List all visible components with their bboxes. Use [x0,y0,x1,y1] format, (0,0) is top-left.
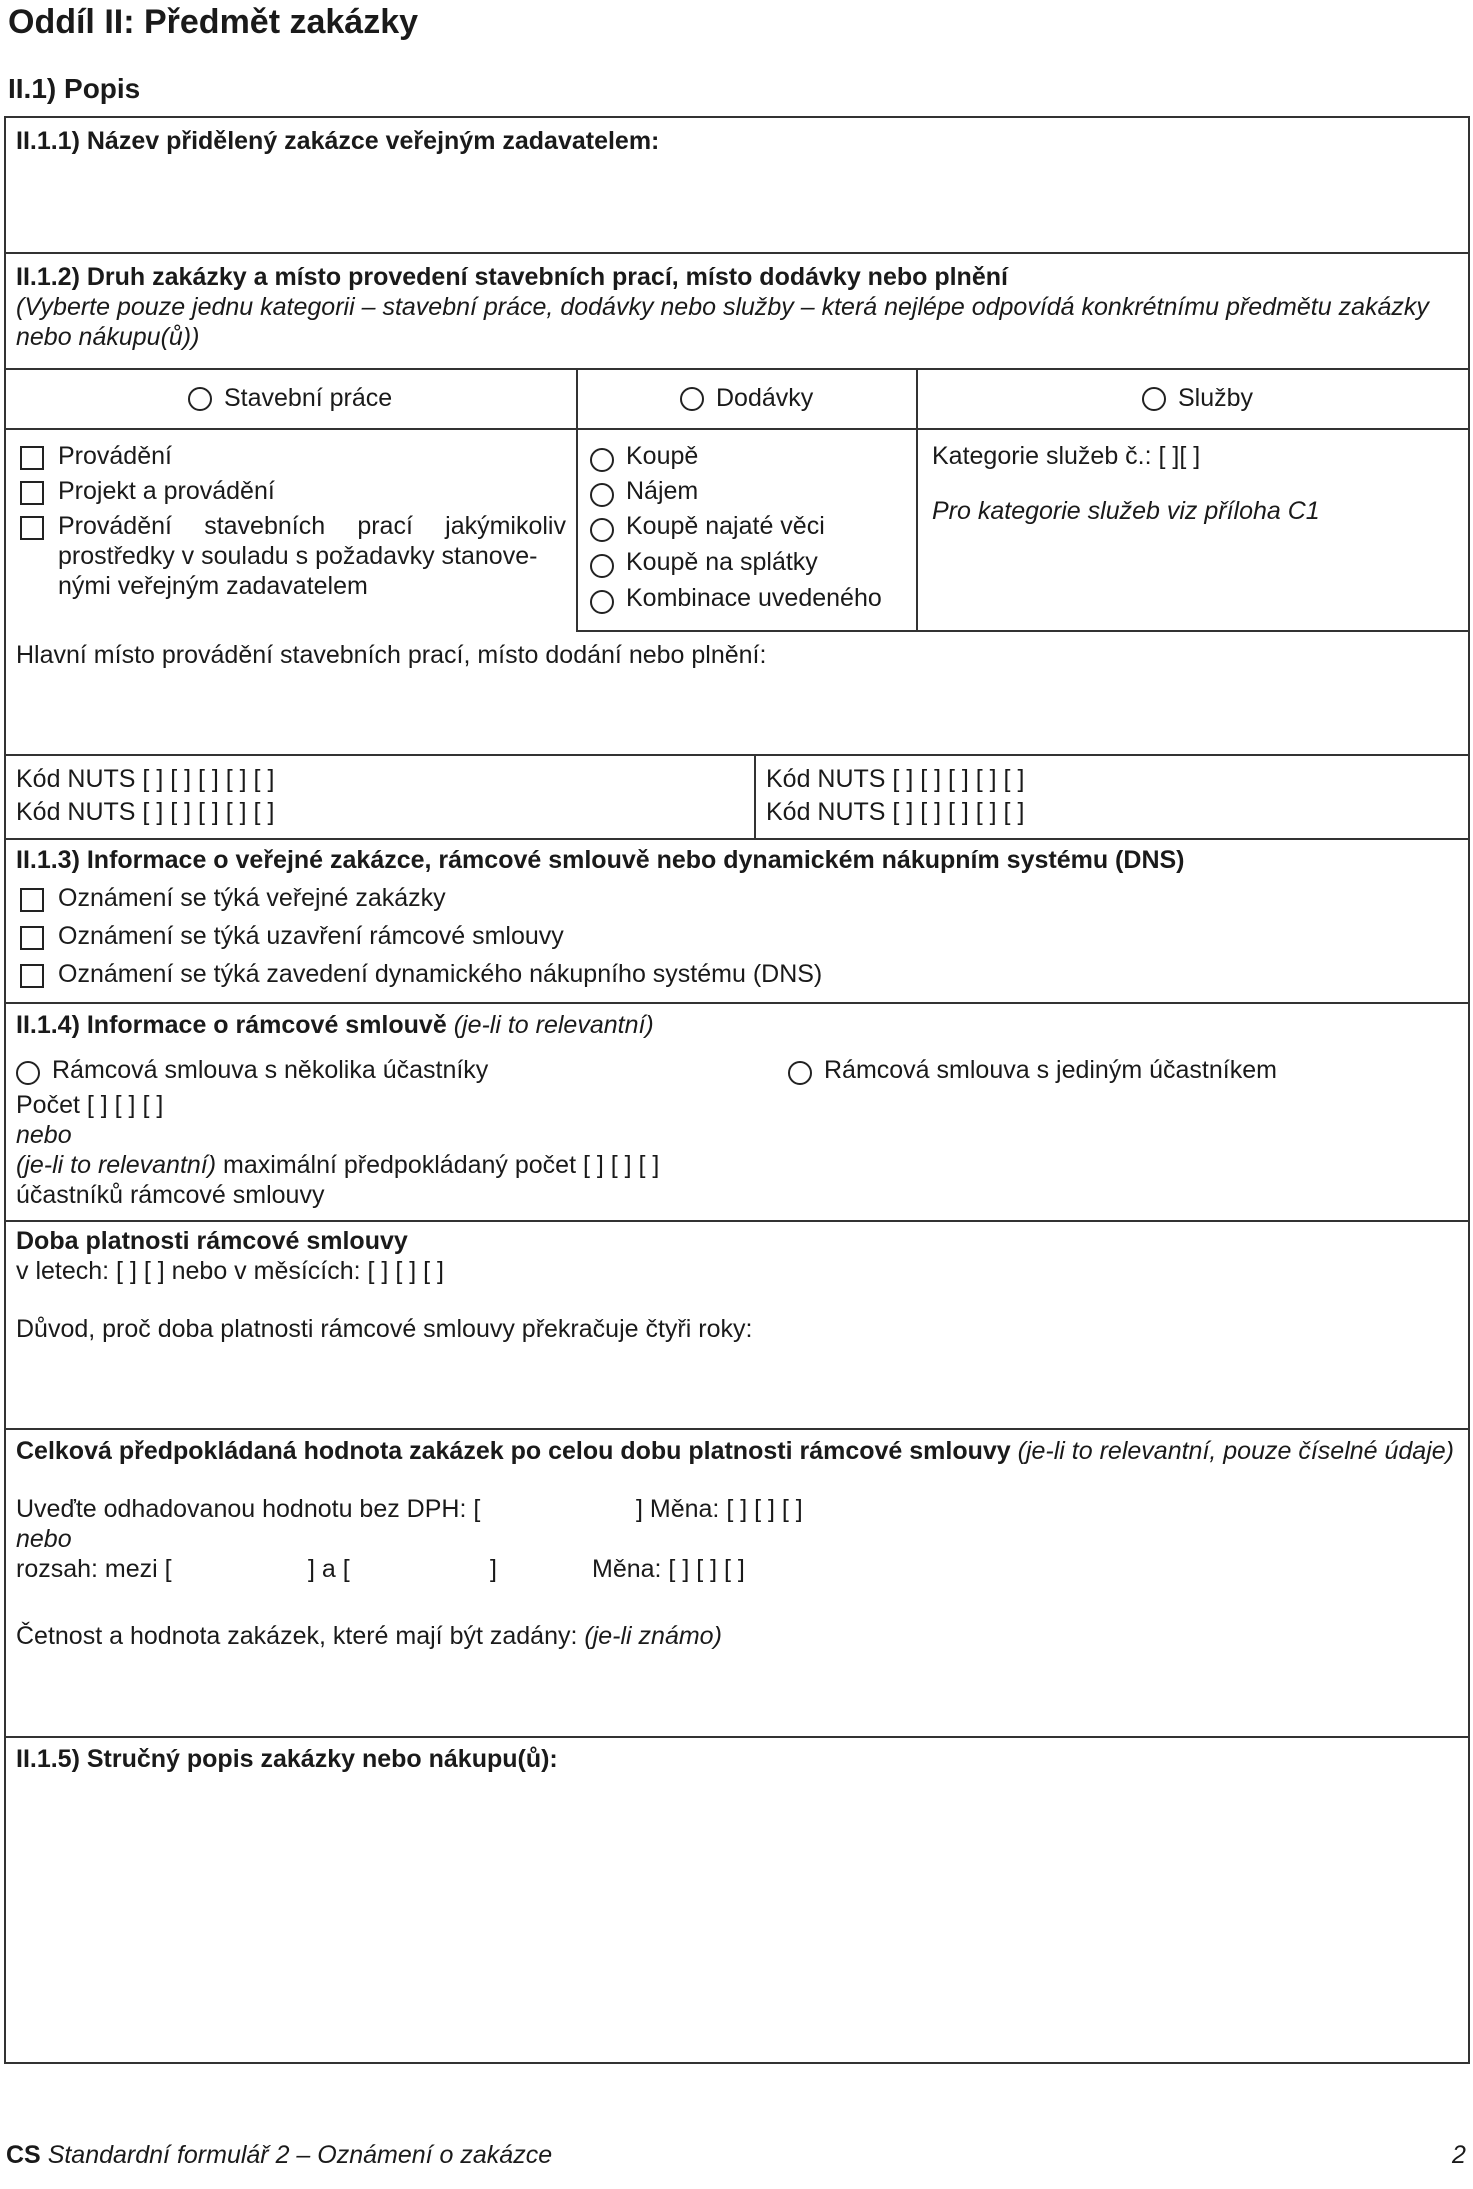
nuts-code-field[interactable]: Kód NUTS [ ] [ ] [ ] [ ] [ ] [766,765,1025,793]
services-radio[interactable] [1142,387,1166,411]
works-design-execution-label: Projekt a provádění [58,477,275,505]
notice-dps-label: Oznámení se týká zavedení dynamického nákupního systému (DNS) [58,960,823,988]
participants-count-field[interactable]: Počet [ ] [ ] [ ] [16,1091,164,1119]
services-label: Služby [1178,384,1254,412]
divider [4,838,1470,840]
divider [754,754,756,838]
frequency-row [16,1621,722,1651]
range-currency-field[interactable]: Měna: [ ] [ ] [ ] [592,1555,745,1583]
divider [576,368,578,630]
section-title: Oddíl II: Předmět zakázky [8,3,419,41]
place-answer-area[interactable] [6,672,1468,752]
divider [4,252,1470,254]
footer-page-number: 2 [1452,2141,1466,2169]
divider [4,428,1470,430]
II11-answer-area[interactable] [6,158,1468,250]
II15-title: II.1.5) Stručný popis zakázky nebo nákupu(ů): [16,1745,558,1773]
supplies-combination-label: Kombinace uvedeného [626,584,882,612]
II14-title-note: (je-li to relevantní) [453,1011,654,1039]
divider [4,754,1470,756]
works-radio[interactable] [188,387,212,411]
II14-title: II.1.4) Informace o rámcové smlouvě [16,1011,447,1039]
divider [576,630,1470,632]
duration-field[interactable]: v letech: [ ] [ ] nebo v měsících: [ ] [ ] [ ] [16,1257,444,1285]
participants-label: účastníků rámcové smlouvy [16,1181,325,1209]
II12-note-cont: nebo nákupu(ů)) [16,323,200,351]
or-label: nebo [16,1525,72,1553]
divider [4,1220,1470,1222]
total-value-title: Celková předpokládaná hodnota zakázek po celou dobu platnosti rámcové smlouvy [16,1437,1011,1465]
subsection-II1-title: II.1) Popis [8,73,141,104]
supplies-lease-purchase-radio[interactable] [590,518,614,542]
supplies-radio[interactable] [680,387,704,411]
II11-title: II.1.1) Název přidělený zakázce veřejným zadavatelem: [16,127,660,155]
divider [4,368,1470,370]
notice-public-contract-checkbox[interactable] [20,888,44,912]
notice-framework-label: Oznámení se týká uzavření rámcové smlouvy [58,922,564,950]
supplies-hire-purchase-radio[interactable] [590,554,614,578]
divider [916,368,918,630]
II12-note: (Vyberte pouze jednu kategorii – stavební práce, dodávky nebo služby – která nejlépe odpovídá konkrétnímu předmětu zakázky [16,293,1429,321]
notice-framework-checkbox[interactable] [20,926,44,950]
or-label: nebo [16,1121,72,1149]
total-value-title-row [16,1436,1454,1466]
works-any-means-label-cont: prostředky v souladu s požadavky stanove- [58,542,538,570]
nuts-code-field[interactable]: Kód NUTS [ ] [ ] [ ] [ ] [ ] [766,798,1025,826]
frequency-area[interactable] [6,1654,1468,1734]
frequency-label: Četnost a hodnota zakázek, které mají být zadány: [16,1622,578,1650]
supplies-purchase-radio[interactable] [590,448,614,472]
works-any-means-label [58,511,566,541]
notice-public-contract-label: Oznámení se týká veřejné zakázky [58,884,446,912]
footer-language: CS [6,2141,41,2169]
II14-title-row [16,1010,654,1040]
framework-multi-radio[interactable] [16,1061,40,1085]
services-category-note: Pro kategorie služeb viz příloha C1 [932,497,1320,525]
works-label: Stavební práce [224,384,393,412]
footer-form-name-row [6,2140,552,2170]
frequency-note: (je-li známo) [584,1622,722,1650]
divider [4,1428,1470,1430]
footer-form-name: Standardní formulář 2 – Oznámení o zakázce [47,2141,553,2169]
framework-single-label: Rámcová smlouva s jediným účastníkem [824,1056,1277,1084]
supplies-combination-radio[interactable] [590,590,614,614]
supplies-purchase-label: Koupě [626,442,699,470]
duration-title: Doba platnosti rámcové smlouvy [16,1227,408,1255]
supplies-label: Dodávky [716,384,814,412]
works-any-means-word: prací [357,512,413,540]
range-label: rozsah: mezi [ [16,1555,172,1583]
works-any-means-label-cont: nými veřejným zadavatelem [58,572,368,600]
works-design-execution-checkbox[interactable] [20,481,44,505]
max-participants-field[interactable]: maximální předpokládaný počet [ ] [ ] [ ] [223,1151,660,1179]
services-category-field[interactable]: Kategorie služeb č.: [ ][ ] [932,442,1201,470]
duration-reason-label: Důvod, proč doba platnosti rámcové smlouvy překračuje čtyři roky: [16,1315,753,1343]
max-participants-note: (je-li to relevantní) [16,1151,217,1179]
estimate-currency-field[interactable]: ] Měna: [ ] [ ] [ ] [636,1495,803,1523]
estimate-label: Uveďte odhadovanou hodnotu bez DPH: [ [16,1495,481,1523]
duration-reason-area[interactable] [6,1346,1468,1426]
divider [4,1736,1470,1738]
nuts-code-field[interactable]: Kód NUTS [ ] [ ] [ ] [ ] [ ] [16,798,275,826]
II12-title: II.1.2) Druh zakázky a místo provedení stavebních prací, místo dodávky nebo plnění [16,263,1008,291]
max-participants-row [16,1150,659,1180]
works-any-means-word: stavebních [204,512,326,540]
works-execution-label: Provádění [58,442,172,470]
range-and-label: ] a [ [308,1555,350,1583]
works-any-means-word: jakýmikoliv [445,512,566,540]
nuts-code-field[interactable]: Kód NUTS [ ] [ ] [ ] [ ] [ ] [16,765,275,793]
supplies-rental-radio[interactable] [590,483,614,507]
works-any-means-checkbox[interactable] [20,516,44,540]
notice-dps-checkbox[interactable] [20,964,44,988]
place-label: Hlavní místo provádění stavebních prací, místo dodání nebo plnění: [16,641,767,669]
total-value-note: (je-li to relevantní, pouze číselné údaje) [1017,1437,1454,1465]
supplies-rental-label: Nájem [626,477,699,505]
framework-single-radio[interactable] [788,1061,812,1085]
works-any-means-word: Provádění [58,512,172,540]
supplies-hire-purchase-label: Koupě na splátky [626,548,818,576]
supplies-lease-purchase-label: Koupě najaté věci [626,512,825,540]
range-close-label: ] [490,1555,497,1583]
divider [4,1002,1470,1004]
framework-multi-label: Rámcová smlouva s několika účastníky [52,1056,489,1084]
II13-title: II.1.3) Informace o veřejné zakázce, rámcové smlouvě nebo dynamickém nákupním systému (DNS) [16,846,1185,874]
II15-answer-area[interactable] [6,1780,1468,2060]
works-execution-checkbox[interactable] [20,446,44,470]
